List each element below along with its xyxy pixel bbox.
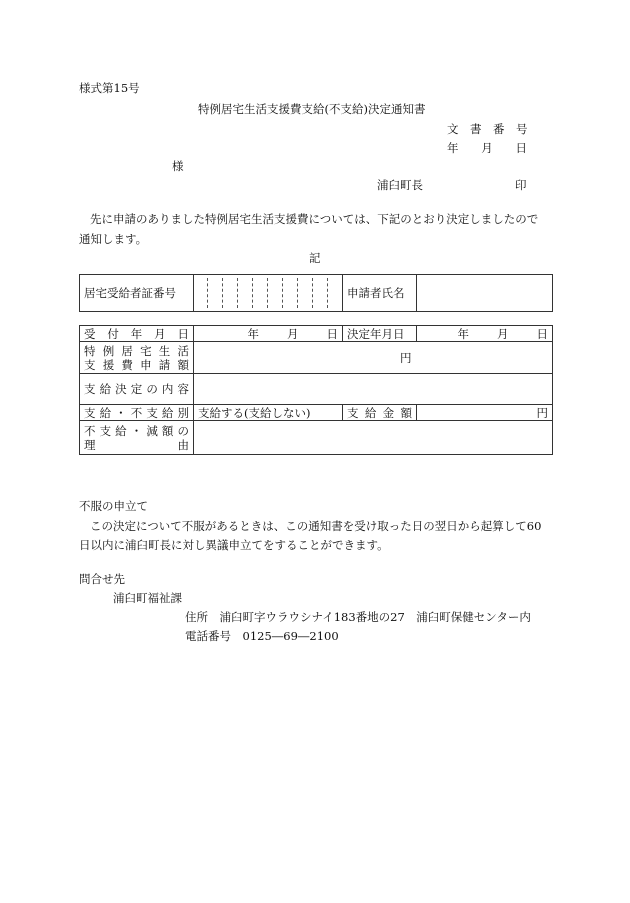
payment-amount-field[interactable] [417, 405, 553, 421]
appeal-text-line2: 日以内に浦臼町長に対し異議申立てをすることができます。 [79, 538, 389, 552]
document-title: 特例居宅生活支援費支給(不支給)決定通知書 [198, 102, 426, 116]
decision-day: 日 [536, 326, 548, 341]
ki-heading: 記 [309, 251, 321, 265]
reason-field[interactable] [194, 421, 553, 455]
decision-month: 月 [497, 326, 509, 341]
payment-amount-label: 支 給 金 額 [343, 405, 417, 421]
contact-address: 住所 浦臼町字ウラウシナイ183番地の27 浦臼町保健センター内 [185, 610, 531, 624]
reason-label: 不 支 給 ・ 減 額 の 理 由 [80, 421, 194, 455]
decision-table [79, 325, 553, 455]
seal-mark: 印 [515, 178, 527, 192]
request-amount-yen: 円 [400, 350, 412, 365]
date-month: 月 [481, 141, 493, 155]
certificate-table [79, 274, 553, 312]
issuer-name: 浦臼町長 [377, 178, 423, 192]
contact-heading: 問合せ先 [79, 572, 125, 586]
decision-date-field[interactable] [417, 326, 553, 342]
appeal-heading: 不服の申立て [79, 499, 148, 513]
addressee-suffix: 様 [172, 159, 184, 173]
contact-department: 浦臼町福祉課 [113, 591, 182, 605]
request-amount-field[interactable] [194, 342, 553, 374]
received-day: 日 [326, 326, 338, 341]
received-date-label: 受 付 年 月 日 [80, 326, 194, 342]
payment-type-value[interactable]: 支給する(支給しない) [194, 405, 343, 421]
decision-content-field[interactable] [194, 374, 553, 405]
decision-content-label: 支 給 決 定 の 内 容 [80, 374, 194, 405]
contact-phone: 電話番号 0125―69―2100 [185, 629, 339, 643]
received-month: 月 [287, 326, 299, 341]
cert-number-label: 居宅受給者証番号 [80, 275, 194, 312]
received-year: 年 [247, 326, 259, 341]
payment-amount-yen: 円 [536, 405, 548, 420]
issue-date [447, 143, 527, 155]
applicant-name-field[interactable] [417, 275, 553, 312]
appeal-text-line1: この決定について不服があるときは、この通知書を受け取った日の翌日から起算して60 [90, 519, 542, 533]
form-number: 様式第15号 [79, 81, 140, 95]
document-number-label: 文 書 番 号 [447, 122, 528, 136]
request-amount-label: 特 例 居 宅 生 活 支 援 費 申 請 額 [80, 342, 194, 374]
cert-number-boxes[interactable] [194, 275, 343, 312]
received-date-field[interactable] [194, 326, 343, 342]
date-day: 日 [515, 141, 527, 155]
decision-year: 年 [457, 326, 469, 341]
applicant-name-label: 申請者氏名 [343, 275, 417, 312]
notice-paragraph-line2: 通知します。 [79, 232, 148, 246]
date-year: 年 [447, 141, 459, 155]
notice-paragraph-line1: 先に申請のありました特例居宅生活支援費については、下記のとおり決定しましたので [90, 212, 539, 226]
decision-date-label: 決定年月日 [343, 326, 417, 342]
payment-type-label: 支 給 ・ 不 支 給 別 [80, 405, 194, 421]
